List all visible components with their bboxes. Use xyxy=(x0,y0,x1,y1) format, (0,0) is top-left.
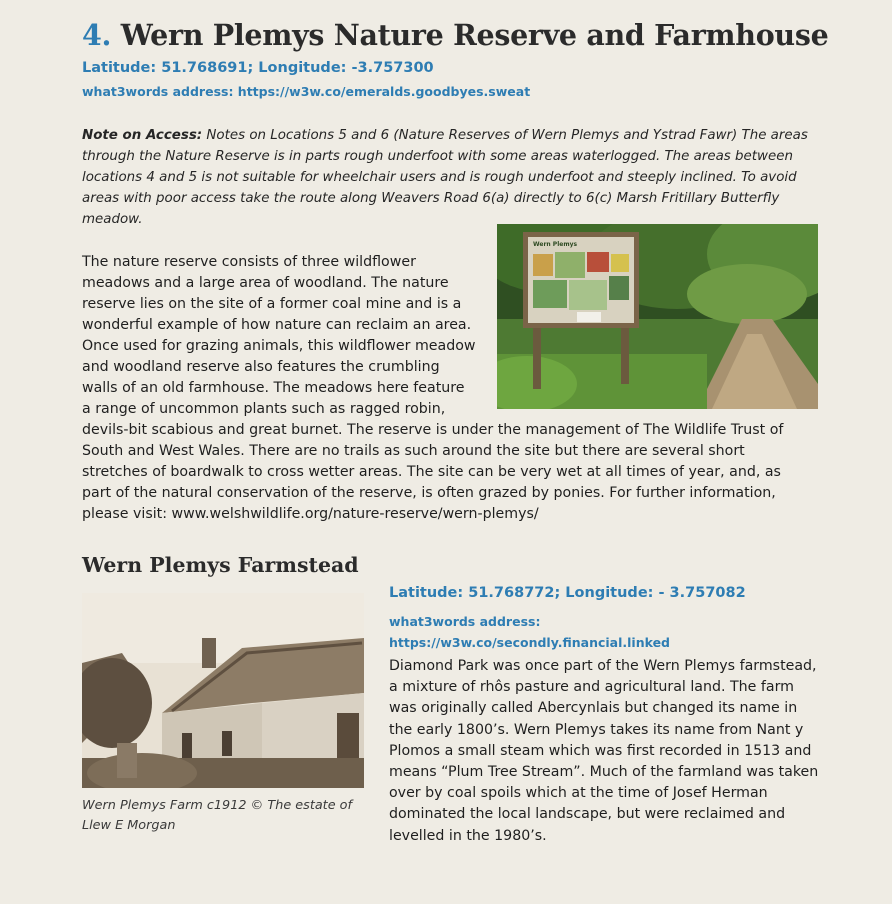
reserve-description-text: The nature reserve consists of three wildflower meadows and a large area of woodland. The nature reserve lies on the site of a former coal mine and is a wonderful example of how nature can reclaim an area. Once used for grazing animals, this wildflower meadow and woodland reserve also features the crumbling walls of an old farmhouse. The meadows here feature a range of uncommon plants such as ragged robin, devils-bit scabious and great burnet. The reserve is under the management of The Wildlife Trust of South and West Wales. There are no trails as such around the site but there are several short stretches of boardwalk to cross wetter areas. The site can be very wet at all times of year, and, as part of the natural conservation of the reserve, is often grazed by ponies. For further information, please visit: xyxy=(82,254,784,522)
farmstead-heading: Wern Plemys Farmstead xyxy=(82,553,359,577)
farmstead-historic-photo xyxy=(82,593,364,788)
photo-caption: Wern Plemys Farm c1912 © The estate of Llew E Morgan xyxy=(82,798,352,833)
signboard-title: Wern Plemys xyxy=(533,241,578,248)
reserve-description xyxy=(82,252,812,525)
access-note-label: Note on Access: xyxy=(82,128,203,143)
farmstead-coordinates: Latitude: 51.768772; Longitude: - 3.757082 xyxy=(389,585,746,601)
location-title: Wern Plemys Nature Reserve and Farmhouse xyxy=(120,18,829,52)
access-note xyxy=(82,125,812,230)
access-note-text: Notes on Locations 5 and 6 (Nature Reserves of Wern Plemys and Ystrad Fawr) The areas through the Nature Reserve is in parts rough underfoot with some areas waterlogged. The areas between locations 4 and 5 is not suitable for wheelchair users and is rough underfoot and steeply inclined. To avoid areas with poor access take the route along Weavers Road 6(a) directly to 6(c) Marsh Fritillary Butterfly meadow. xyxy=(82,128,808,227)
farmstead-what3words-link[interactable]: what3words address: https://w3w.co/secondly.financial.linked xyxy=(389,614,670,650)
location-number: 4. xyxy=(82,18,112,52)
reserve-website-link[interactable]: www.welshwildlife.org/nature-reserve/wern-plemys/ xyxy=(171,506,539,522)
photo-float-spacer xyxy=(477,252,812,410)
farmstead-description: Diamond Park was once part of the Wern Plemys farmstead, a mixture of rhôs pasture and agricultural land. The farm was originally called Abercynlais but changed its name in the early 1800’s. Wern Plemys takes its name from Nant y Plomos a small steam which was first recorded in 1513 and means “Plum Tree Stream”. Much of the farmland was taken over by coal spoils which at the time of Josef Herman dominated the local landscape, but were reclaimed and levelled in the 1980’s. xyxy=(389,658,819,844)
what3words-link[interactable]: what3words address: https://w3w.co/emeralds.goodbyes.sweat xyxy=(82,84,531,99)
location-coordinates: Latitude: 51.768691; Longitude: -3.757300 xyxy=(82,60,434,76)
page-title xyxy=(82,18,828,52)
